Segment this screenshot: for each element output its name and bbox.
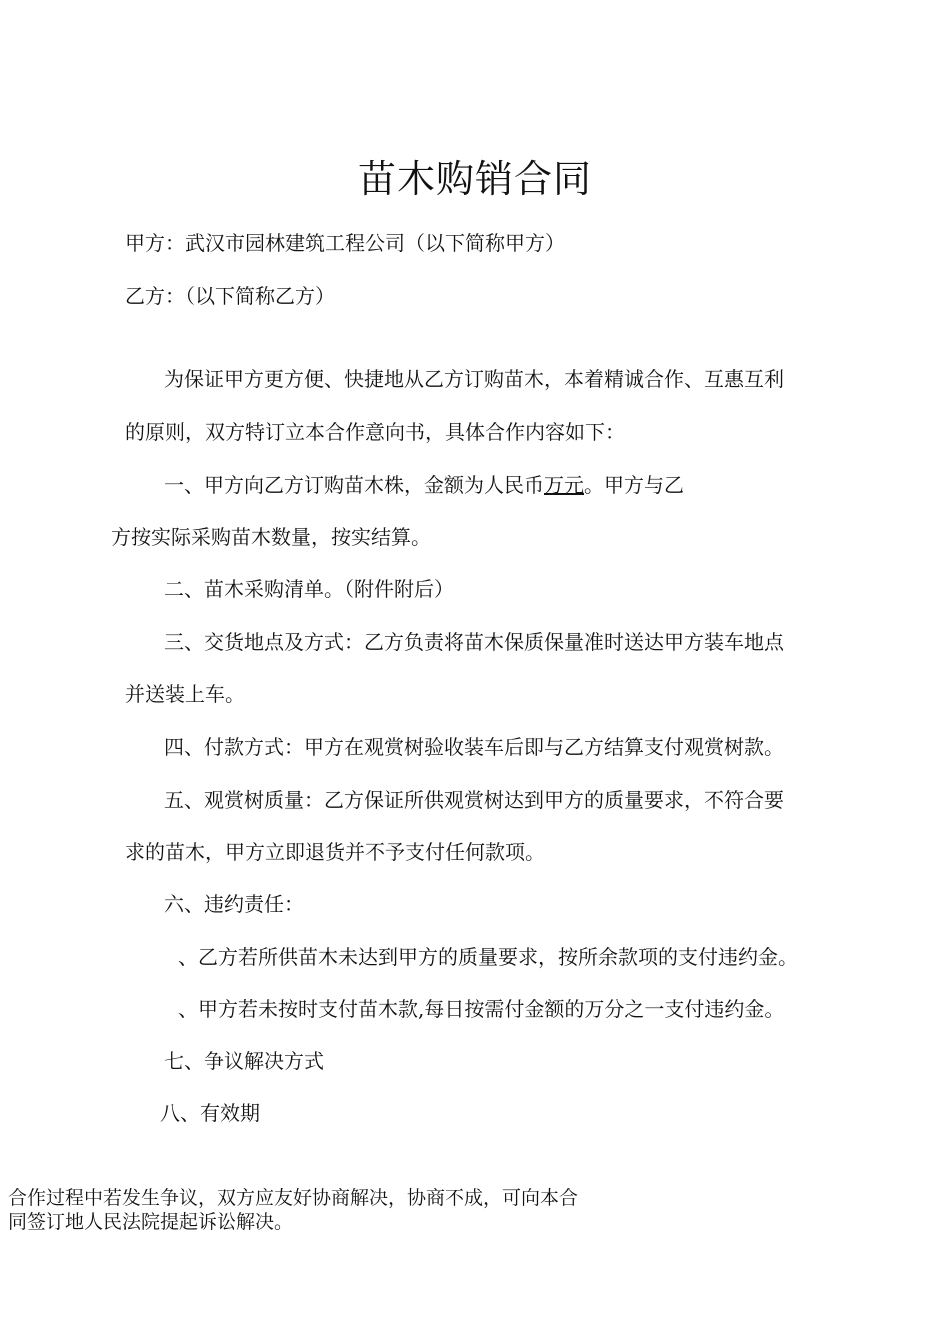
- clause-1-unit: 万元: [544, 473, 584, 497]
- clause-2: 二、苗木采购清单。（附件附后）: [164, 577, 454, 601]
- clause-1: [164, 471, 684, 499]
- footer-line-1: 合作过程中若发生争议，双方应友好协商解决，协商不成，可向本合: [8, 1187, 579, 1209]
- footer-line-2: 同签订地人民法院提起诉讼解决。: [8, 1211, 294, 1233]
- clause-6: 六、违约责任：: [164, 892, 304, 916]
- clause-3-line-1: 三、交货地点及方式：乙方负责将苗木保质保量准时送达甲方装车地点: [164, 630, 784, 654]
- clause-1-suffix: 。甲方与乙: [584, 473, 684, 497]
- intro-line-1: 为保证甲方更方便、快捷地从乙方订购苗木，本着精诚合作、互惠互利: [164, 367, 784, 391]
- clause-1-prefix: 一、甲方向乙方订购苗木株，金额为人民币: [164, 473, 544, 497]
- clause-3-line-2: 并送装上车。: [125, 682, 245, 706]
- clause-6-item-2: 、甲方若未按时支付苗木款,每日按需付金额的万分之一支付违约金。: [178, 997, 785, 1021]
- clause-7: 七、争议解决方式: [164, 1049, 324, 1073]
- party-a: 甲方：武汉市园林建筑工程公司（以下简称甲方）: [125, 231, 565, 255]
- clause-5-line-1: 五、观赏树质量：乙方保证所供观赏树达到甲方的质量要求，不符合要: [164, 788, 784, 812]
- clause-6-item-1: 、乙方若所供苗木未达到甲方的质量要求，按所余款项的支付违约金。: [178, 945, 798, 969]
- clause-1-line-2: 方按实际采购苗木数量，按实结算。: [111, 525, 431, 549]
- clause-5-line-2: 求的苗木，甲方立即退货并不予支付任何款项。: [125, 840, 545, 864]
- intro-line-2: 的原则，双方特订立本合作意向书，具体合作内容如下：: [125, 420, 625, 444]
- clause-4: 四、付款方式：甲方在观赏树验收装车后即与乙方结算支付观赏树款。: [164, 735, 784, 759]
- party-b: 乙方：（以下简称乙方）: [125, 284, 335, 308]
- page-title: 苗木购销合同: [357, 157, 592, 201]
- clause-8: 八、有效期: [160, 1101, 260, 1125]
